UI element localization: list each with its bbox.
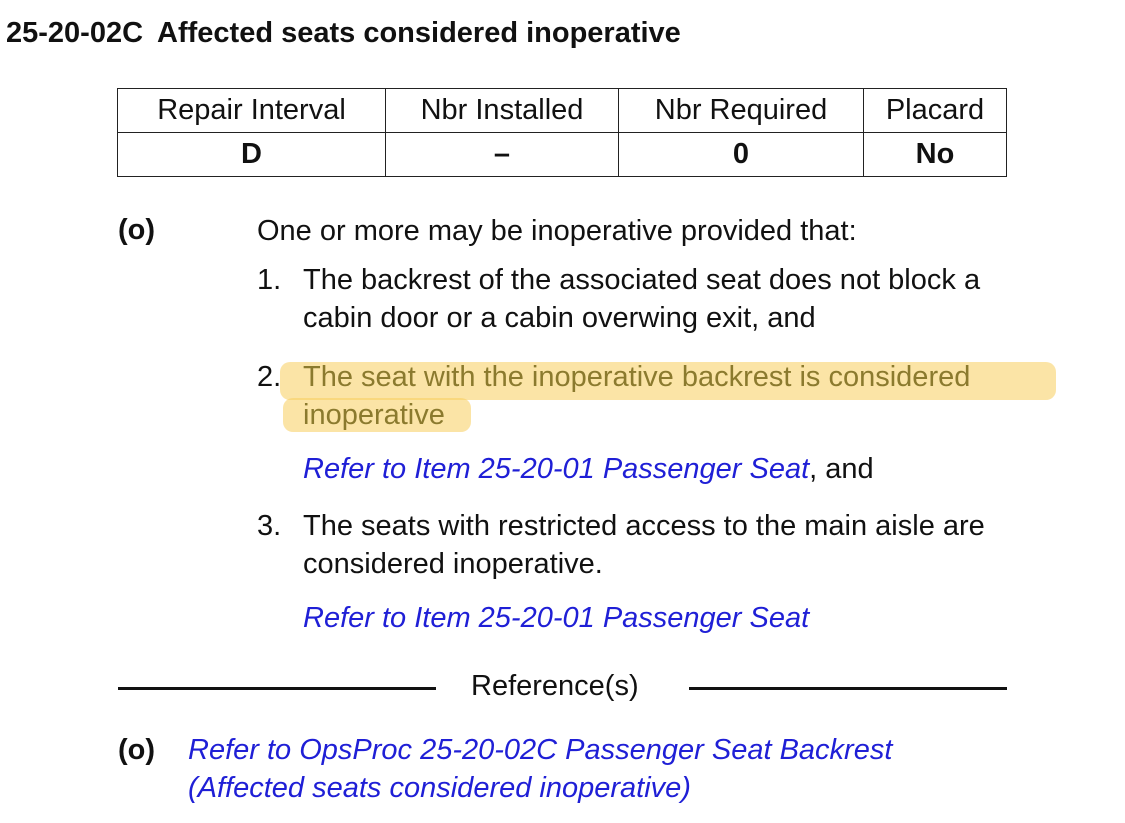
header-nbr-installed: Nbr Installed	[386, 89, 619, 133]
page-title	[6, 17, 681, 50]
item-2-number: 2.	[257, 361, 282, 393]
reference-label: (o)	[118, 734, 156, 766]
provision-intro: One or more may be inoperative provided that:	[257, 215, 857, 247]
item-1-line-1: The backrest of the associated seat does not block a	[303, 264, 981, 296]
item-3-number: 3.	[257, 510, 282, 542]
item-2-reference-link[interactable]: Refer to Item 25-20-01 Passenger Seat	[303, 453, 810, 485]
reference-link-line-2[interactable]: (Affected seats considered inoperative)	[188, 772, 691, 804]
item-code: 25-20-02C	[6, 17, 144, 49]
references-heading: Reference(s)	[471, 670, 639, 702]
table-value-row	[118, 133, 1007, 177]
header-placard: Placard	[864, 89, 1007, 133]
table-header-row	[118, 89, 1007, 133]
item-1-number: 1.	[257, 264, 282, 296]
value-nbr-required: 0	[619, 133, 864, 177]
reference-divider-left	[118, 687, 436, 690]
reference-link-line-1[interactable]: Refer to OpsProc 25-20-02C Passenger Seat Backrest	[188, 734, 893, 766]
item-3-line-2: considered inoperative.	[303, 548, 603, 580]
mel-info-table	[117, 88, 1007, 177]
header-nbr-required: Nbr Required	[619, 89, 864, 133]
reference-divider-right	[689, 687, 1007, 690]
item-2-line-2: inoperative	[303, 399, 445, 431]
item-2-reference	[303, 450, 874, 488]
value-repair-interval: D	[118, 133, 386, 177]
item-3-line-1: The seats with restricted access to the main aisle are	[303, 510, 985, 542]
item-title: Affected seats considered inoperative	[157, 17, 681, 49]
item-2-reference-suffix: , and	[809, 453, 874, 485]
item-2-line-1: The seat with the inoperative backrest is considered	[303, 361, 971, 393]
item-3-reference-link[interactable]: Refer to Item 25-20-01 Passenger Seat	[303, 602, 810, 634]
item-1-line-2: cabin door or a cabin overwing exit, and	[303, 302, 816, 334]
value-placard: No	[864, 133, 1007, 177]
value-nbr-installed: –	[386, 133, 619, 177]
header-repair-interval: Repair Interval	[118, 89, 386, 133]
provision-label: (o)	[118, 214, 156, 246]
